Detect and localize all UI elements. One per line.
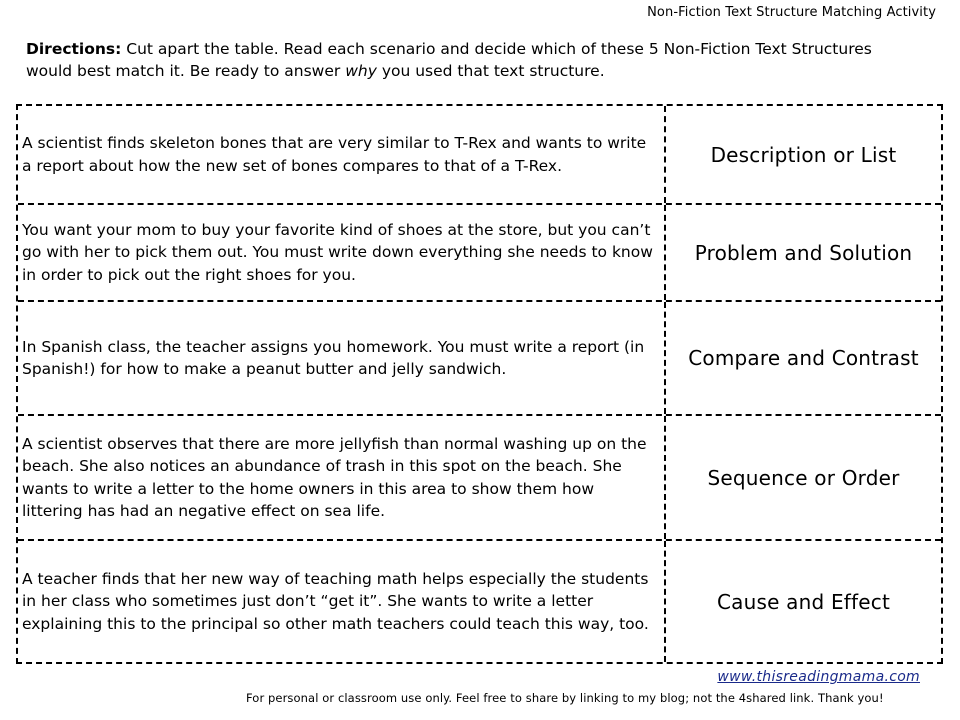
directions-paragraph [26,38,906,82]
scenario-cell: You want your mom to buy your favorite kind of shoes at the store, but you can’t go with her to pick them out. You must write down everything she needs to know in order to pick out the right shoes for you. [18,205,666,300]
matching-table [16,104,943,664]
structure-cell: Compare and Contrast [688,346,919,370]
directions-emphasis: why [345,62,377,80]
structure-cell: Problem and Solution [694,240,913,265]
table-row [18,106,941,203]
structure-cell: Description or List [710,142,897,167]
directions-label: Directions: [26,40,122,58]
structure-cell: Sequence or Order [707,465,900,490]
directions-text-before: Cut apart the table. Read each scenario and decide which of these 5 Non-Fiction Text Structures would best match it. Be ready to answer [26,40,872,80]
directions-text-after: you used that text structure. [376,62,605,80]
scenario-cell: In Spanish class, the teacher assigns you homework. You must write a report (in Spanish!) for how to make a peanut butter and jelly sandwich. [18,302,666,414]
scenario-cell: A scientist observes that there are more jellyfish than normal washing up on the beach. She also notices an abundance of trash in this spot on the beach. She wants to write a letter to the home owners in this area to show them how littering has had an negative effect on sea life. [18,416,666,539]
table-row [18,539,941,662]
table-row [18,414,941,539]
usage-note: For personal or classroom use only. Feel free to share by linking to my blog; not the 4shared link. Thank you! [246,691,884,705]
table-row [18,203,941,300]
page-header-title: Non-Fiction Text Structure Matching Activity [647,5,936,20]
structure-cell: Cause and Effect [716,589,891,614]
table-row [18,300,941,414]
blog-link[interactable]: www.thisreadingmama.com [717,669,920,685]
scenario-cell: A scientist finds skeleton bones that are very similar to T-Rex and wants to write a report about how the new set of bones compares to that of a T-Rex. [18,106,666,203]
scenario-cell: A teacher finds that her new way of teaching math helps especially the students in her class who sometimes just don’t “get it”. She wants to write a letter explaining this to the principal so other math teachers could teach this way, too. [18,541,666,662]
